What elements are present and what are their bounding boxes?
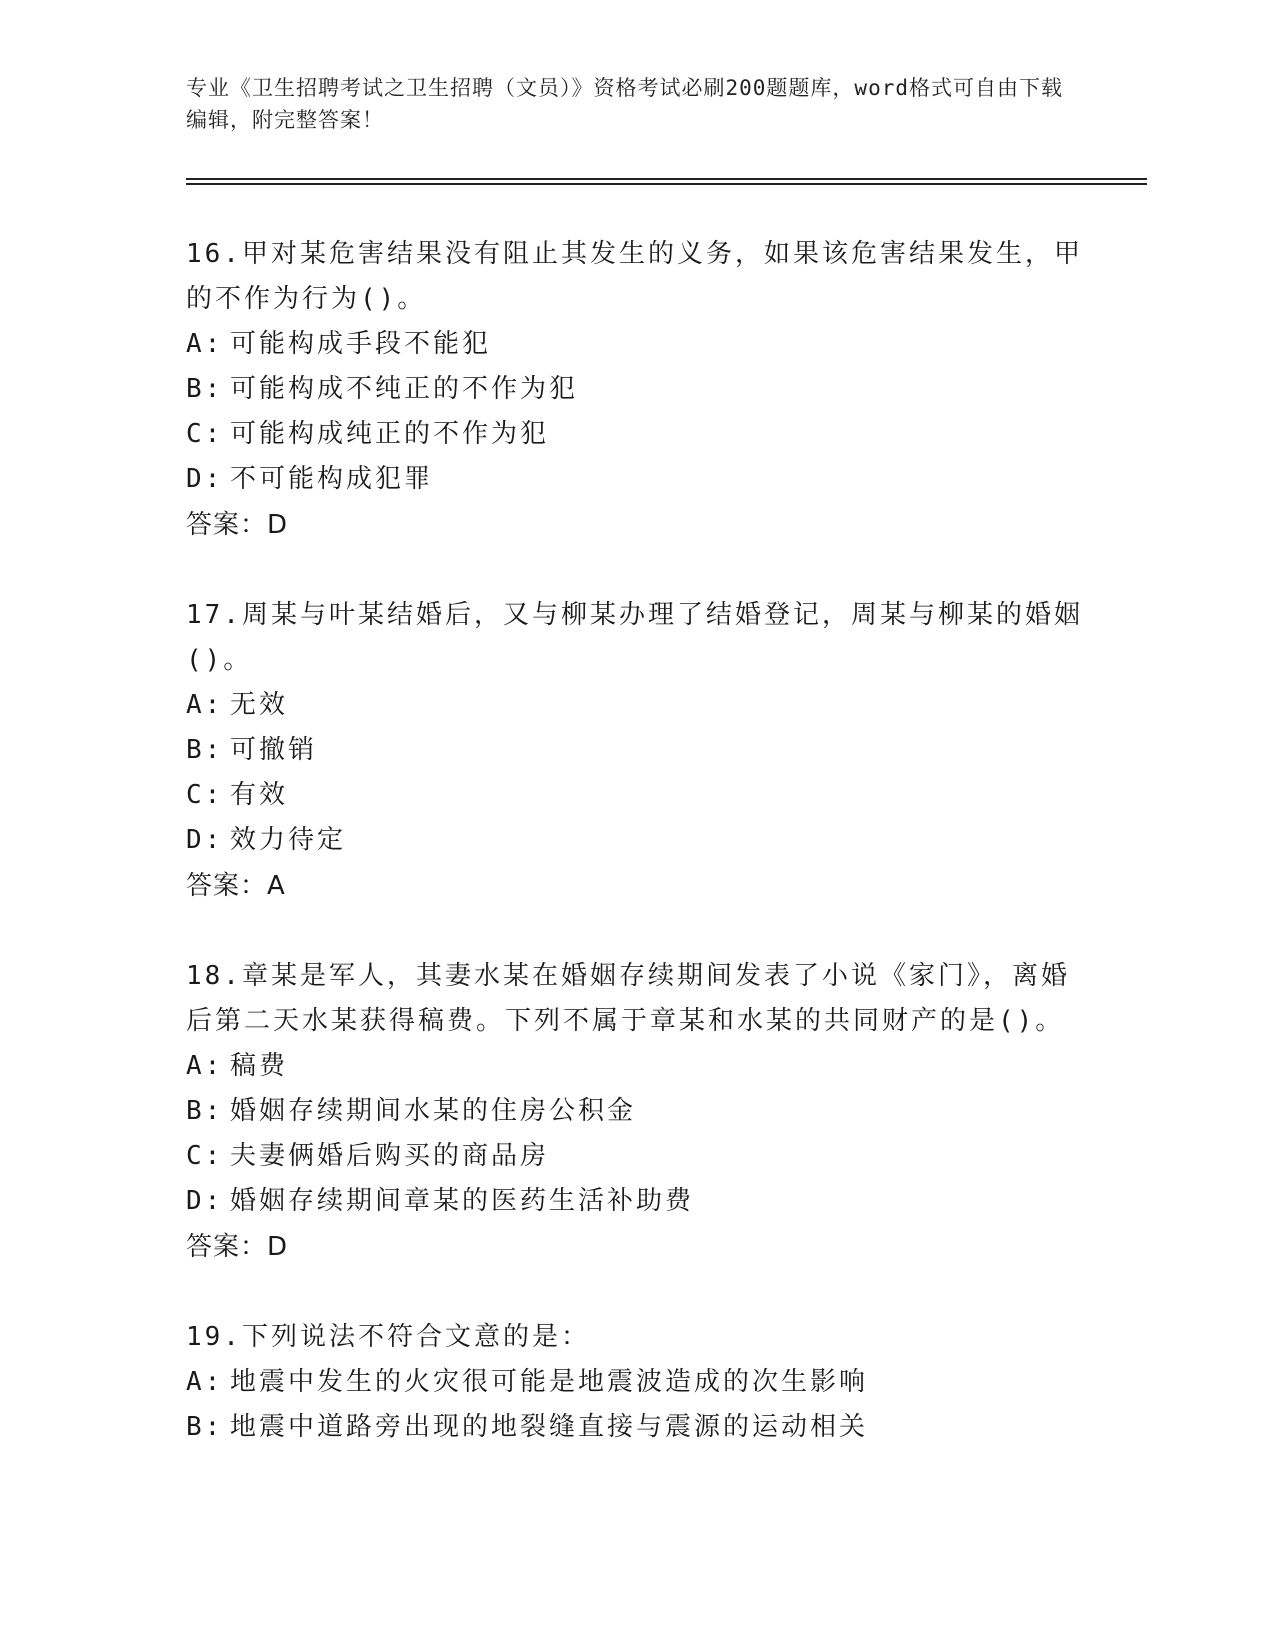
question-number: 19.	[186, 1322, 242, 1352]
option-d	[186, 1179, 1086, 1224]
document-header-title: 专业《卫生招聘考试之卫生招聘（文员）》资格考试必刷200题题库，word格式可自由下载编辑，附完整答案！	[186, 76, 1063, 132]
answer-line	[186, 1224, 1086, 1271]
question-19	[186, 1315, 1086, 1450]
option-d	[186, 818, 1086, 863]
option-d	[186, 457, 1086, 502]
answer-value: D	[267, 510, 289, 540]
option-a	[186, 1044, 1086, 1089]
option-a	[186, 322, 1086, 367]
option-letter: C:	[186, 419, 224, 449]
option-letter: B:	[186, 735, 224, 765]
question-text: 下列说法不符合文意的是：	[241, 1322, 590, 1352]
answer-line	[186, 502, 1086, 549]
option-text: 婚姻存续期间水某的住房公积金	[230, 1096, 637, 1126]
option-b	[186, 367, 1086, 412]
option-text: 有效	[230, 780, 289, 810]
option-b	[186, 728, 1086, 773]
header-divider-bottom	[186, 183, 1147, 185]
question-18	[186, 954, 1086, 1271]
question-text: 周某与叶某结婚后，又与柳某办理了结婚登记，周某与柳某的婚姻()。	[186, 600, 1083, 675]
option-c	[186, 773, 1086, 818]
option-letter: C:	[186, 780, 224, 810]
option-letter: A:	[186, 1367, 224, 1397]
question-text: 甲对某危害结果没有阻止其发生的义务，如果该危害结果发生，甲的不作为行为()。	[186, 239, 1083, 314]
option-text: 可能构成纯正的不作为犯	[230, 419, 550, 449]
question-list	[186, 232, 1086, 1494]
question-stem	[186, 593, 1086, 683]
option-letter: D:	[186, 464, 224, 494]
option-letter: A:	[186, 690, 224, 720]
answer-value: D	[267, 1232, 289, 1262]
question-text: 章某是军人，其妻水某在婚姻存续期间发表了小说《家门》，离婚后第二天水某获得稿费。下列不属于章某和水某的共同财产的是()。	[186, 961, 1070, 1036]
option-letter: A:	[186, 329, 224, 359]
option-a	[186, 683, 1086, 728]
option-text: 婚姻存续期间章某的医药生活补助费	[230, 1186, 695, 1216]
option-letter: B:	[186, 1412, 224, 1442]
option-c	[186, 1134, 1086, 1179]
option-text: 稿费	[230, 1051, 289, 1081]
option-text: 地震中发生的火灾很可能是地震波造成的次生影响	[230, 1367, 869, 1397]
question-number: 18.	[186, 961, 242, 991]
option-text: 效力待定	[230, 825, 347, 855]
option-text: 可能构成手段不能犯	[230, 329, 492, 359]
question-stem	[186, 954, 1086, 1044]
option-letter: B:	[186, 374, 224, 404]
answer-line	[186, 863, 1086, 910]
question-number: 17.	[186, 600, 242, 630]
option-c	[186, 412, 1086, 457]
option-text: 无效	[230, 690, 289, 720]
option-b	[186, 1405, 1086, 1450]
answer-label: 答案：	[186, 1232, 268, 1262]
option-text: 可撤销	[230, 735, 318, 765]
option-letter: D:	[186, 1186, 224, 1216]
option-text: 地震中道路旁出现的地裂缝直接与震源的运动相关	[230, 1412, 869, 1442]
question-16	[186, 232, 1086, 549]
document-header	[186, 72, 1066, 136]
header-divider-top	[186, 178, 1147, 180]
option-letter: B:	[186, 1096, 224, 1126]
option-letter: A:	[186, 1051, 224, 1081]
option-text: 不可能构成犯罪	[230, 464, 434, 494]
answer-label: 答案：	[186, 871, 268, 901]
option-text: 可能构成不纯正的不作为犯	[230, 374, 579, 404]
option-b	[186, 1089, 1086, 1134]
question-number: 16.	[186, 239, 242, 269]
option-text: 夫妻俩婚后购买的商品房	[230, 1141, 550, 1171]
option-letter: C:	[186, 1141, 224, 1171]
question-stem	[186, 232, 1086, 322]
option-a	[186, 1360, 1086, 1405]
question-stem	[186, 1315, 1086, 1360]
answer-value: A	[267, 871, 286, 901]
question-17	[186, 593, 1086, 910]
option-letter: D:	[186, 825, 224, 855]
answer-label: 答案：	[186, 510, 268, 540]
